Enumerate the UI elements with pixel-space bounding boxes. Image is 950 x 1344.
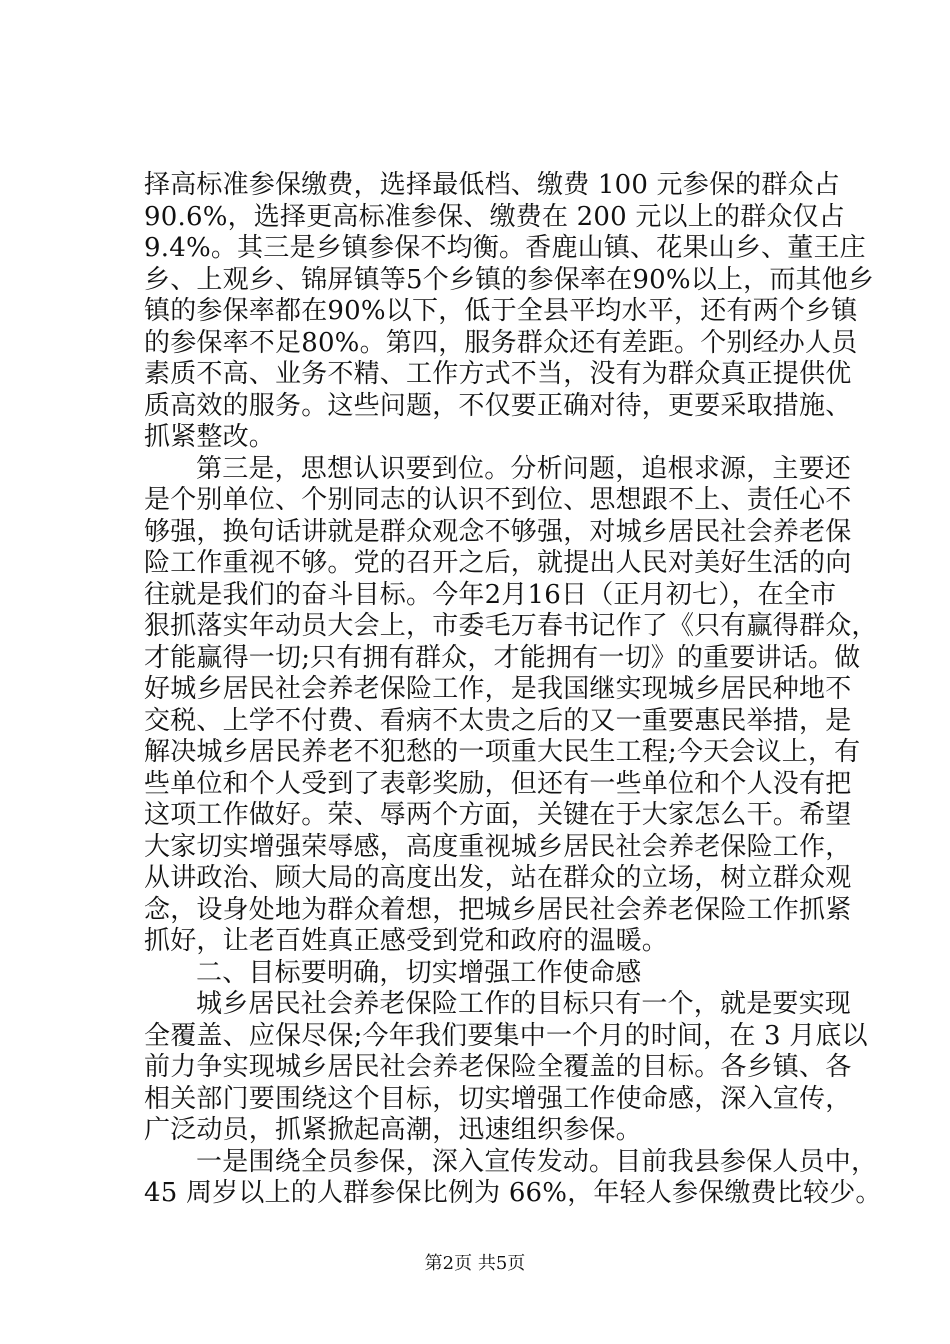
text-line: 第三是，思想认识要到位。分析问题，追根求源，主要还 — [196, 453, 852, 484]
text-line: 交税、上学不付费、看病不太贵之后的又一重要惠民举措，是 — [144, 705, 852, 736]
text-line: 才能赢得一切;只有拥有群众，才能拥有一切》的重要讲话。做 — [144, 642, 861, 673]
text-line: 是个别单位、个别同志的认识不到位、思想跟不上、责任心不 — [144, 485, 852, 515]
text-line: 城乡居民社会养老保险工作的目标只有一个，就是要实现 — [196, 989, 852, 1019]
text-line: 素质不高、业务不精、工作方式不当，没有为群众真正提供优 — [144, 359, 852, 389]
text-line: 质高效的服务。这些问题，不仅要正确对待，更要采取措施、 — [144, 390, 852, 421]
text-line: 相关部门要围绕这个目标，切实增强工作使命感，深入宣传， — [144, 1083, 852, 1114]
text-line: 择高标准参保缴费，选择最低档、缴费 100 元参保的群众占 — [144, 170, 840, 200]
text-line: 一是围绕全员参保，深入宣传发动。目前我县参保人员中， — [196, 1146, 878, 1177]
text-line: 45 周岁以上的人群参保比例为 66%，年轻人参保缴费比较少。 — [144, 1178, 882, 1208]
text-line: 乡、上观乡、锦屏镇等5个乡镇的参保率在90%以上，而其他乡 — [144, 264, 875, 295]
text-line: 90.6%，选择更高标准参保、缴费在 200 元以上的群众仅占 — [144, 201, 845, 232]
text-line: 抓好，让老百姓真正感受到党和政府的温暖。 — [144, 926, 669, 956]
text-line: 险工作重视不够。党的召开之后，就提出人民对美好生活的向 — [144, 548, 852, 578]
text-line: 的参保率不足80%。第四，服务群众还有差距。个别经办人员 — [144, 327, 858, 358]
text-line: 二、目标要明确，切实增强工作使命感 — [196, 957, 642, 988]
text-line: 全覆盖、应保尽保;今年我们要集中一个月的时间，在 3 月底以 — [144, 1020, 868, 1051]
text-line: 广泛动员，抓紧掀起高潮，迅速组织参保。 — [144, 1115, 642, 1145]
text-line: 些单位和个人受到了表彰奖励，但还有一些单位和个人没有把 — [144, 768, 852, 799]
text-line: 抓紧整改。 — [144, 422, 276, 452]
text-line: 念，设身处地为群众着想，把城乡居民社会养老保险工作抓紧 — [144, 894, 852, 925]
text-line: 镇的参保率都在90%以下，低于全县平均水平，还有两个乡镇 — [144, 296, 858, 326]
text-line: 狠抓落实年动员大会上，市委毛万春书记作了《只有赢得群众， — [144, 611, 878, 641]
text-line: 解决城乡居民养老不犯愁的一项重大民生工程;今天会议上，有 — [144, 737, 861, 767]
text-line: 好城乡居民社会养老保险工作，是我国继实现城乡居民种地不 — [144, 674, 852, 704]
text-line: 够强，换句话讲就是群众观念不够强，对城乡居民社会养老保 — [144, 516, 852, 547]
text-line: 往就是我们的奋斗目标。今年2月16日（正月初七），在全市 — [144, 579, 837, 610]
text-line: 这项工作做好。荣、辱两个方面，关键在于大家怎么干。希望 — [144, 800, 852, 830]
document-body — [144, 170, 882, 1210]
text-line: 前力争实现城乡居民社会养老保险全覆盖的目标。各乡镇、各 — [144, 1052, 852, 1082]
text-line: 大家切实增强荣辱感，高度重视城乡居民社会养老保险工作， — [144, 831, 852, 862]
text-line: 从讲政治、顾大局的高度出发，站在群众的立场，树立群众观 — [144, 863, 852, 893]
text-line: 9.4%。其三是乡镇参保不均衡。香鹿山镇、花果山乡、董王庄 — [144, 233, 866, 263]
page-footer: 第2页 共5页 — [424, 1253, 526, 1274]
